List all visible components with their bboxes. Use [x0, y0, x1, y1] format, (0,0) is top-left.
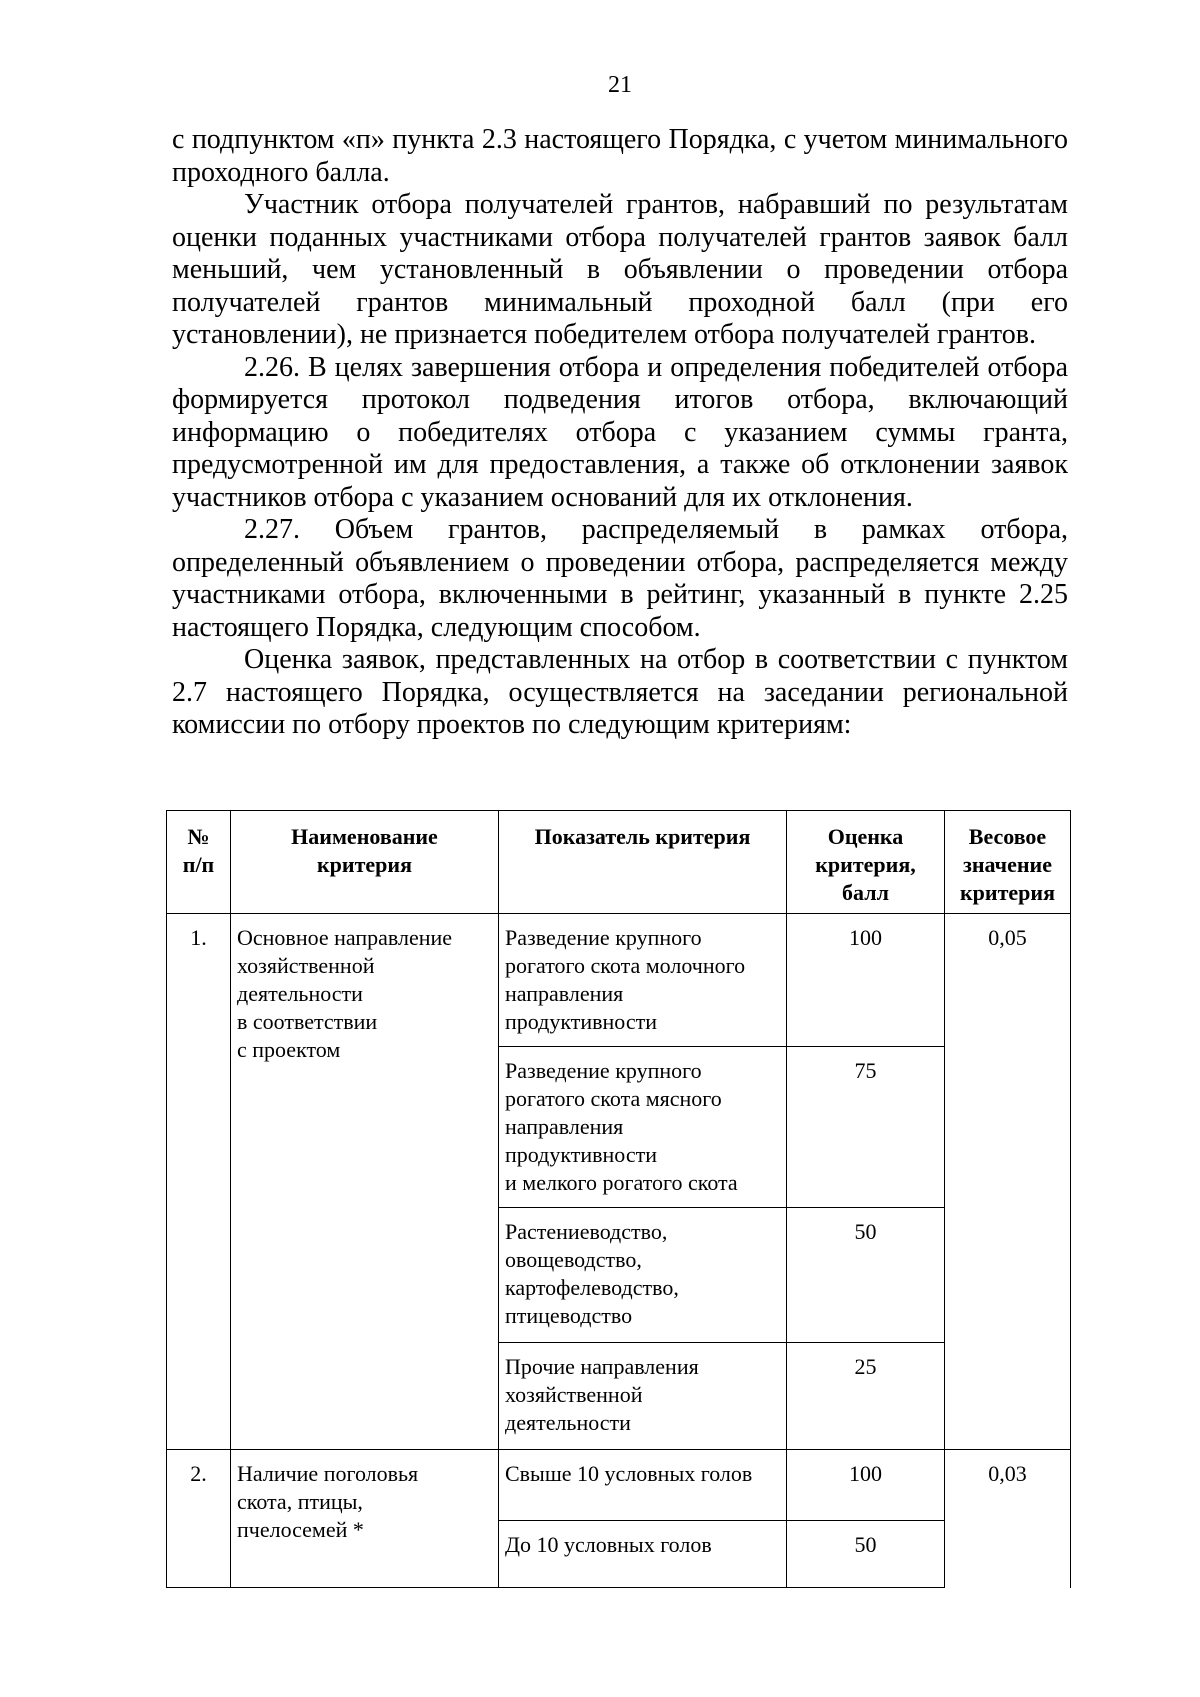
- header-indicator: Показатель критерия: [499, 811, 787, 914]
- criterion-indicator: Разведение крупного рогатого скота мясного направления продуктивности и мелкого рогатого скота: [499, 1047, 787, 1208]
- criterion-indicator: Свыше 10 условных голов: [499, 1450, 787, 1521]
- table-row: [167, 914, 1071, 1047]
- header-num: № п/п: [167, 811, 231, 914]
- paragraph: 2.27. Объем грантов, распределяемый в рамках отбора, определенный объявлением о проведении отбора, распределяется между участниками отбора, включенными в рейтинг, указанный в пункте 2.25 настоящего Порядка, следующим способом.: [172, 514, 1068, 643]
- criterion-weight: 0,03: [945, 1450, 1071, 1588]
- header-score: Оценка критерия, балл: [787, 811, 945, 914]
- row-number: 2.: [167, 1450, 231, 1588]
- document-body: [172, 124, 1068, 742]
- criterion-score: 100: [787, 1450, 945, 1521]
- criterion-score: 50: [787, 1521, 945, 1588]
- criterion-indicator: Растениеводство, овощеводство, картофелеводство, птицеводство: [499, 1208, 787, 1343]
- criterion-score: 50: [787, 1208, 945, 1343]
- criterion-score: 25: [787, 1343, 945, 1450]
- paragraph: 2.26. В целях завершения отбора и определения победителей отбора формируется протокол подведения итогов отбора, включающий информацию о победителях отбора с указанием суммы гранта, предусмотренной им для предоставления, а также об отклонении заявок участников отбора с указанием оснований для их отклонения.: [172, 351, 1068, 513]
- header-name: Наименование критерия: [231, 811, 499, 914]
- criterion-weight: 0,05: [945, 914, 1071, 1450]
- criterion-score: 75: [787, 1047, 945, 1208]
- paragraph: Участник отбора получателей грантов, набравший по результатам оценки поданных участниками отбора получателей грантов заявок балл меньший, чем установленный в объявлении о проведении отбора получателей грантов минимальный проходной балл (при его установлении), не признается победителем отбора получателей грантов.: [172, 189, 1068, 350]
- criterion-name: Наличие поголовья скота, птицы, пчелосемей *: [231, 1450, 499, 1588]
- criterion-score: 100: [787, 914, 945, 1047]
- paragraph: с подпунктом «п» пункта 2.3 настоящего Порядка, с учетом минимального проходного балла.: [172, 124, 1068, 188]
- paragraph: Оценка заявок, представленных на отбор в соответствии с пунктом 2.7 настоящего Порядка, осуществляется на заседании региональной комиссии по отбору проектов по следующим критериям:: [172, 644, 1068, 740]
- criterion-indicator: Прочие направления хозяйственной деятельности: [499, 1343, 787, 1450]
- criteria-table: [166, 810, 1071, 1588]
- table-header-row: [167, 811, 1071, 914]
- row-number: 1.: [167, 914, 231, 1450]
- criterion-indicator: До 10 условных голов: [499, 1521, 787, 1588]
- header-weight: Весовое значение критерия: [945, 811, 1071, 914]
- criterion-name: Основное направление хозяйственной деятельности в соответствии с проектом: [231, 914, 499, 1450]
- criterion-indicator: Разведение крупного рогатого скота молочного направления продуктивности: [499, 914, 787, 1047]
- table-row: [167, 1450, 1071, 1521]
- page-number: 21: [608, 72, 632, 98]
